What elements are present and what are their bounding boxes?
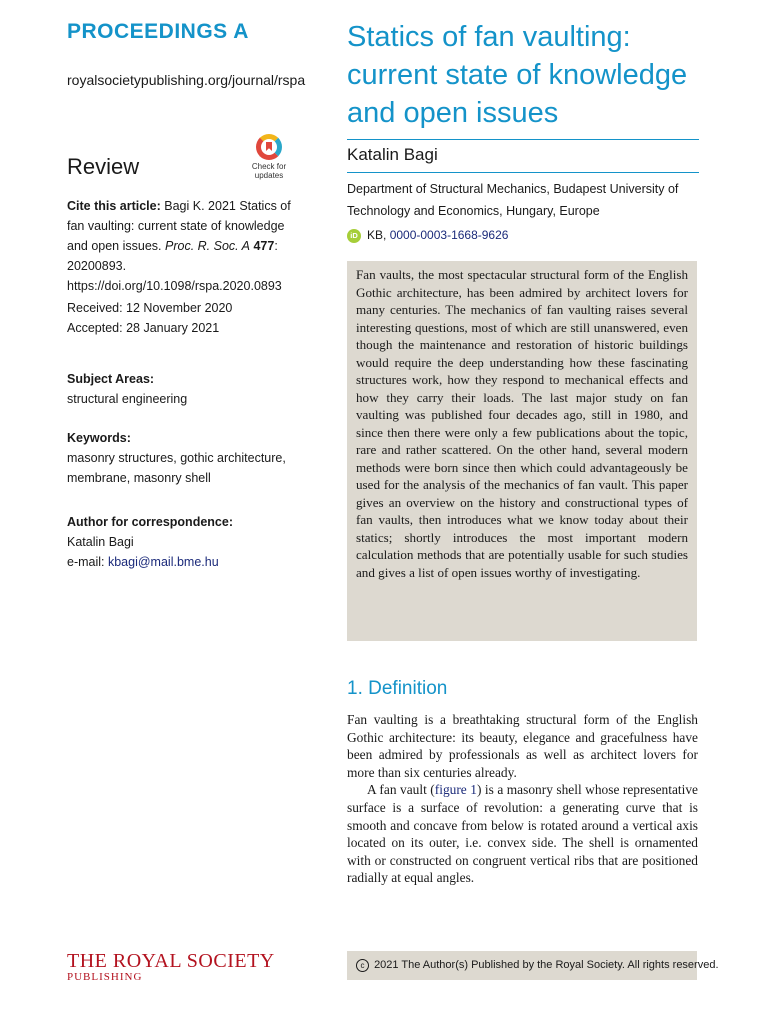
correspondence-label: Author for correspondence: <box>67 515 233 529</box>
subject-areas-value[interactable]: structural engineering <box>67 392 188 406</box>
subject-areas-label: Subject Areas: <box>67 372 155 386</box>
accepted-date: Accepted: 28 January 2021 <box>67 321 220 335</box>
citation-block <box>67 196 299 296</box>
orcid-link[interactable]: 0000-0003-1668-9626 <box>389 228 509 242</box>
section-body <box>347 711 698 887</box>
paragraph-2 <box>347 781 698 887</box>
check-updates-line2: updates <box>254 171 284 180</box>
journal-name: PROCEEDINGS A <box>67 20 249 43</box>
crossmark-icon <box>256 134 282 160</box>
article-title: Statics of fan vaulting: current state of knowledge and open issues <box>347 21 688 129</box>
cite-journal-abbr: Proc. R. Soc. A <box>165 239 250 253</box>
author-divider <box>347 172 699 173</box>
copyright-text: 2021 The Author(s) Published by the Royal Society. All rights reserved. <box>374 959 719 971</box>
cite-doi[interactable]: https://doi.org/10.1098/rspa.2020.0893 <box>67 279 282 293</box>
section-heading: 1. Definition <box>347 678 448 699</box>
keywords-value: masonry structures, gothic architecture, membrane, masonry shell <box>67 451 286 485</box>
author-name: Katalin Bagi <box>347 145 438 164</box>
title-divider <box>347 139 699 140</box>
subject-areas <box>67 369 299 409</box>
keywords-label: Keywords: <box>67 431 131 445</box>
dates-block <box>67 298 299 338</box>
orcid-icon: iD <box>347 229 361 243</box>
cite-label: Cite this article: <box>67 199 161 213</box>
royal-society-logo <box>67 950 275 983</box>
paragraph-2-end: ) is a masonry shell whose representative surface is a surface of revolution: a generating curve that is smooth and concave from below is rotated around a vertical axis located on its outer, i.e. convex side. The shell is ornamented with or constructed on congruent vertical ribs that are positioned radially at equal angles. <box>347 782 698 886</box>
logo-line1: THE ROYAL SOCIETY <box>67 950 275 972</box>
email-label: e-mail: <box>67 555 108 569</box>
received-date: Received: 12 November 2020 <box>67 301 233 315</box>
cite-text: Bagi K. 2021 Statics of fan vaulting: current state of knowledge and open issues. <box>67 199 291 253</box>
check-updates-line1: Check for <box>251 162 287 171</box>
figure-1-link[interactable]: figure 1 <box>434 782 477 798</box>
copyright-bar <box>347 951 719 980</box>
logo-line2: PUBLISHING <box>67 971 143 983</box>
correspondence-email[interactable]: kbagi@mail.bme.hu <box>107 555 219 569</box>
orcid-row <box>347 228 508 243</box>
article-type: Review <box>67 154 140 179</box>
check-for-updates-badge[interactable] <box>246 134 292 186</box>
cite-article-no: : 20200893. <box>67 239 278 273</box>
journal-url[interactable]: royalsocietypublishing.org/journal/rspa <box>67 72 306 88</box>
affiliation: Department of Structural Mechanics, Budapest University of Technology and Economics, Hungary, Europe <box>347 182 679 218</box>
paragraph-2-start: A fan vault ( <box>367 782 435 798</box>
copyright-icon: c <box>356 959 369 972</box>
abstract-box: Fan vaults, the most spectacular structural form of the English Gothic architecture, has been admired by architect lovers for many centuries. The mechanics of fan vaulting raises several interesting questions, most of which are still unanswered, even though the maintenance and restoration of historic buildings would require the deep understanding how these fascinating structures work, how they respond to mechanical effects and how they carry their loads. The last major study on fan vaulting was published four decades ago, still in 1980, and since then there were only a few publications about the topic, rare and rather scattered. On the other hand, several modern methods were born since then which could advantageously be used for the analysis of the mechanics of fan vault. This paper gives an overview on the history and constructional types of fan vaults, then introduces what we know today about their statics; shortly introduces the most important modern calculation methods that are potentially usable for such studies and gives a list of open issues worthy of investigating. <box>347 261 697 641</box>
orcid-initials: KB, <box>367 228 390 242</box>
paragraph-1: Fan vaulting is a breathtaking structural form of the English Gothic architecture: its beauty, elegance and gracefulness have been admired by professionals as well as architect lovers for more than six centuries already. <box>347 712 698 780</box>
correspondence-block <box>67 512 299 572</box>
cite-volume: 477 <box>253 239 275 253</box>
correspondence-name: Katalin Bagi <box>67 535 134 549</box>
keywords <box>67 428 299 488</box>
